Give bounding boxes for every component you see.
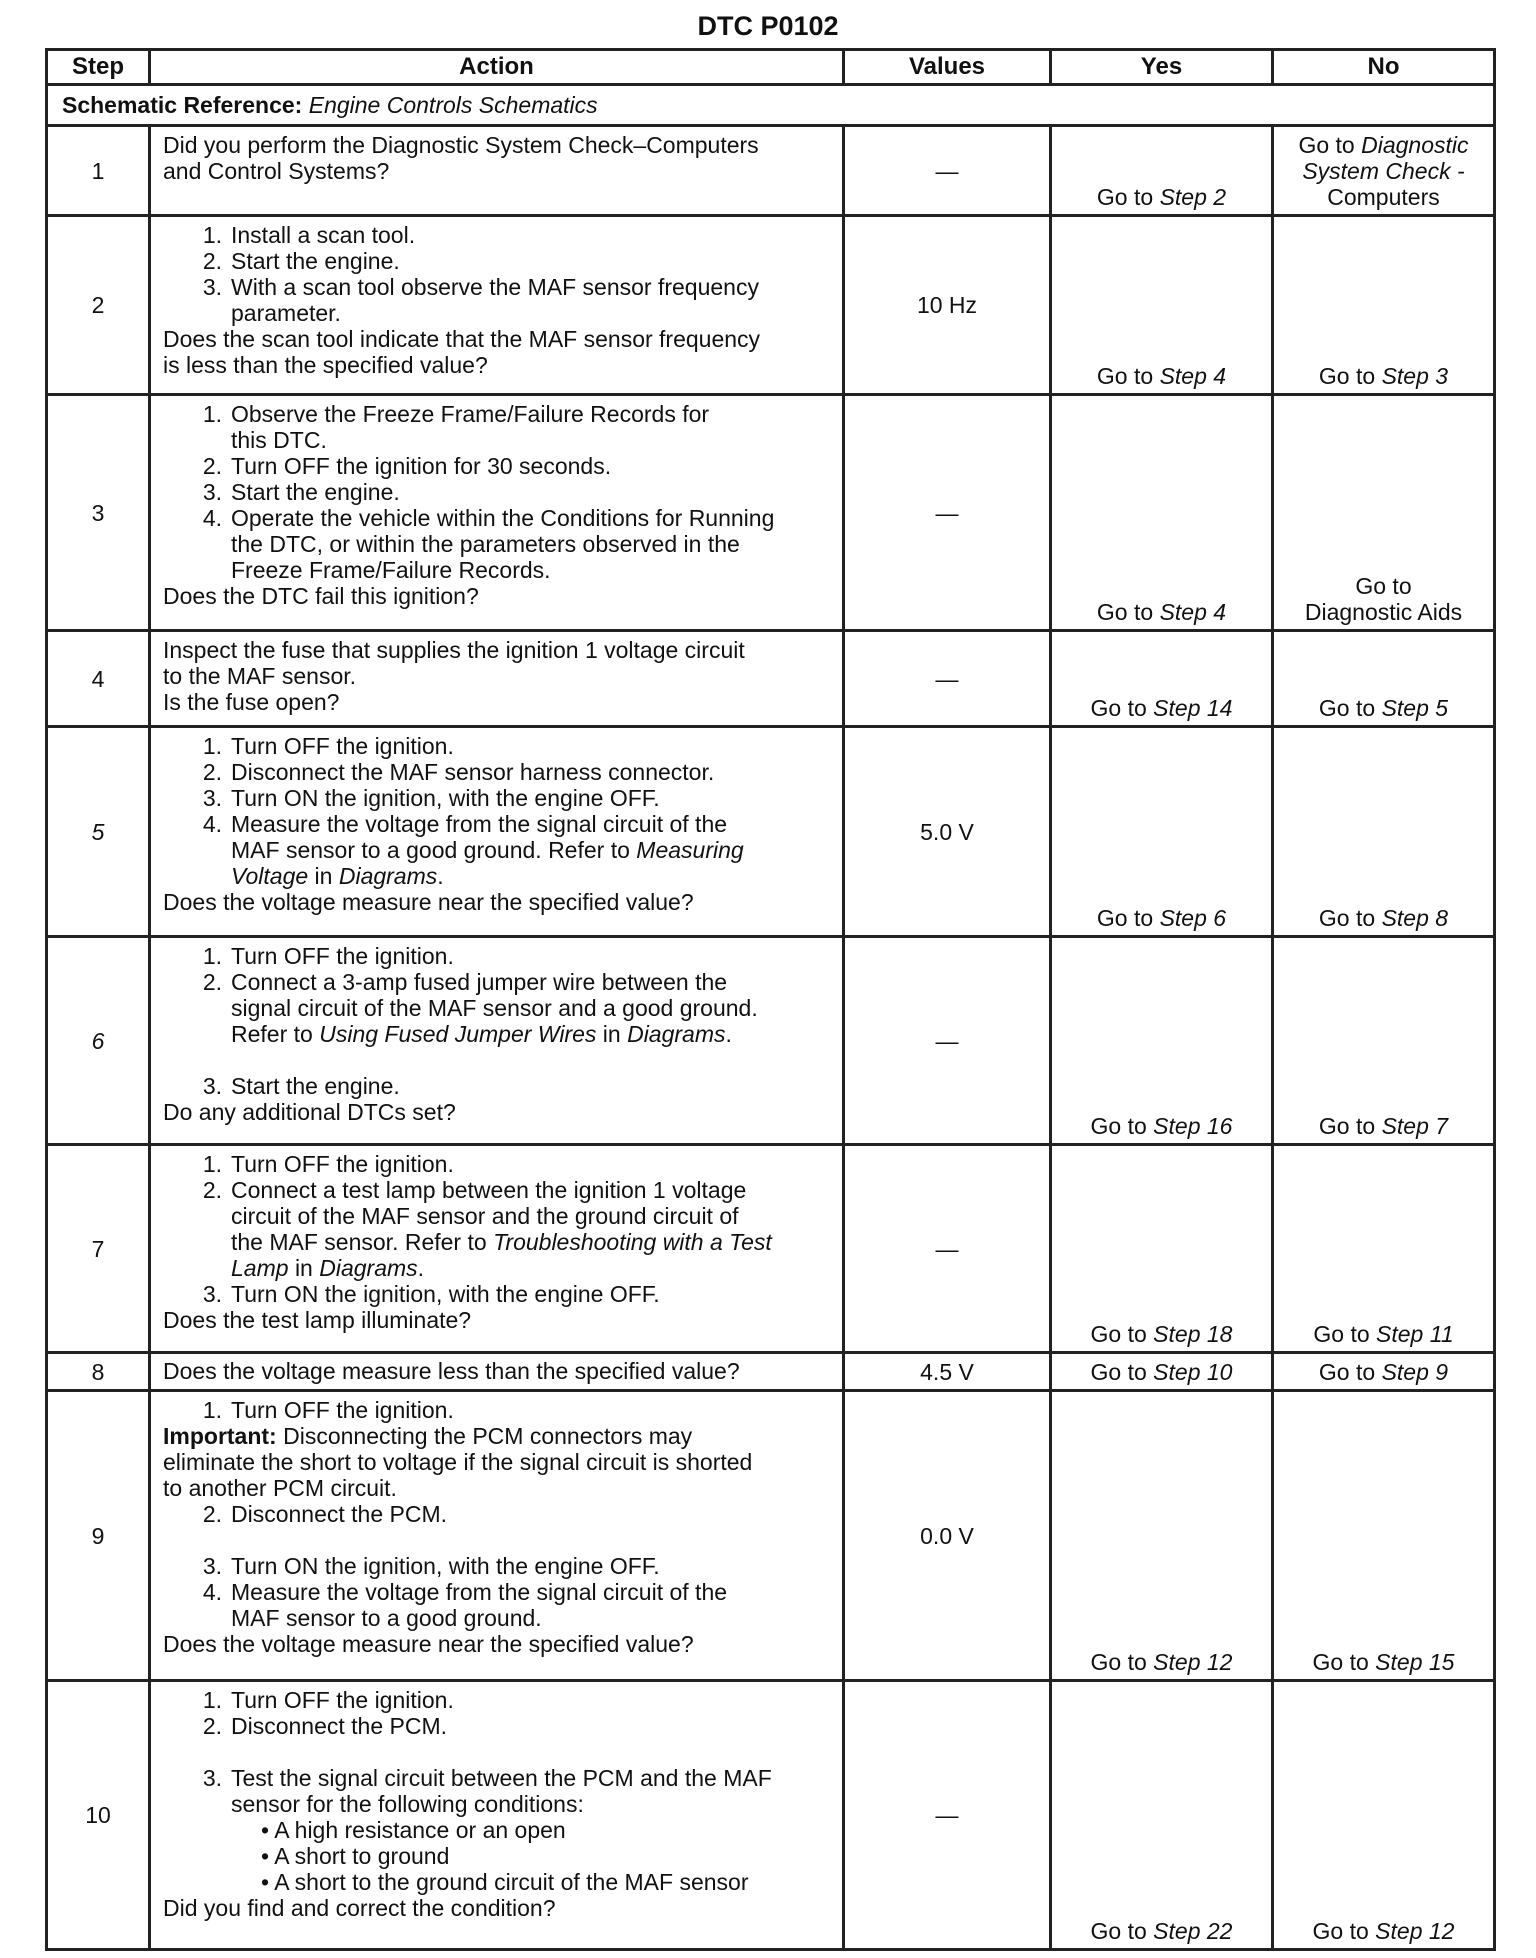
action-text: the DTC, or within the parameters observed in the bbox=[231, 531, 740, 557]
step-link[interactable]: Step 11 bbox=[1376, 1321, 1454, 1347]
step-link[interactable]: Step 12 bbox=[1375, 1918, 1455, 1944]
goto-text: Go to bbox=[1090, 1358, 1147, 1385]
step-link[interactable]: Step 2 bbox=[1159, 184, 1227, 210]
action-text: Start the engine. bbox=[231, 1073, 400, 1099]
value-cell: — bbox=[844, 1145, 1051, 1353]
goto-text: Go to bbox=[1090, 1321, 1147, 1347]
value-cell: 4.5 V bbox=[844, 1353, 1051, 1391]
action-text: in bbox=[294, 1255, 313, 1281]
action-text: Turn OFF the ignition. bbox=[231, 1687, 454, 1713]
column-header-values: Values bbox=[844, 50, 1051, 85]
action-cell: 1. Turn OFF the ignition. 2. Disconnect the PCM. 3. Test the signal circuit between the PCM and the MAF sensor for the following conditions: • A high resistance or an open • A short to ground • A short to the ground circuit of the MAF sensor Did you find and correct the condition? bbox=[150, 1681, 844, 1950]
action-text: Disconnect the PCM. bbox=[231, 1501, 448, 1527]
action-text: Measure the voltage from the signal circuit of the bbox=[231, 1579, 728, 1605]
goto-text: Go to bbox=[1318, 695, 1376, 721]
yes-cell bbox=[1051, 395, 1273, 631]
yes-cell bbox=[1051, 1353, 1273, 1391]
schematic-reference bbox=[47, 85, 1495, 126]
diagrams-link[interactable]: Diagrams bbox=[338, 863, 438, 889]
table-row bbox=[47, 1391, 1495, 1681]
step-number: 1 bbox=[47, 126, 150, 216]
action-text: Test the signal circuit between the PCM and the MAF bbox=[231, 1765, 772, 1791]
schematic-reference-link[interactable]: Engine Controls Schematics bbox=[308, 92, 598, 118]
action-text: Refer to bbox=[231, 1021, 313, 1047]
value-cell: — bbox=[844, 126, 1051, 216]
action-cell: 1. Observe the Freeze Frame/Failure Records for this DTC. 2. Turn OFF the ignition for 30 seconds. 3. Start the engine. 4. Operate the vehicle within the Conditions for Running the DTC, or within the parameters observed in the Freeze Frame/Failure Records. Does the DTC fail this ignition? bbox=[150, 395, 844, 631]
table-row bbox=[47, 1681, 1495, 1950]
action-text: parameter. bbox=[231, 300, 341, 326]
header-row bbox=[47, 50, 1495, 85]
action-text: Turn OFF the ignition for 30 seconds. bbox=[231, 453, 612, 479]
condition-bullet: A short to ground bbox=[274, 1843, 450, 1869]
column-header-step: Step bbox=[47, 50, 150, 85]
goto-text: Go to bbox=[1090, 1113, 1147, 1139]
table-row bbox=[47, 631, 1495, 727]
step-number: 2 bbox=[47, 216, 150, 395]
action-cell: 1. Turn OFF the ignition. Important: Disconnecting the PCM connectors may eliminate the short to voltage if the signal circuit is shorted to another PCM circuit. 2. Disconnect the PCM. 3. Turn ON the ignition, with the engine OFF. 4. Measure the voltage from the signal circuit of the MAF sensor to a good ground. Does the voltage measure near the specified value? bbox=[150, 1391, 844, 1681]
action-question: Is the fuse open? bbox=[163, 689, 340, 715]
step-number: 8 bbox=[47, 1353, 150, 1391]
no-cell bbox=[1273, 1391, 1495, 1681]
goto-text: Go to bbox=[1355, 573, 1412, 599]
action-question: Does the scan tool indicate that the MAF sensor frequency bbox=[163, 326, 761, 352]
step-number: 9 bbox=[47, 1391, 150, 1681]
action-text: in bbox=[314, 863, 333, 889]
diagrams-link[interactable]: Diagrams bbox=[627, 1021, 726, 1047]
column-header-action: Action bbox=[150, 50, 844, 85]
no-cell bbox=[1273, 395, 1495, 631]
goto-text: Go to bbox=[1090, 1918, 1147, 1944]
yes-cell bbox=[1051, 631, 1273, 727]
step-link[interactable]: Step 9 bbox=[1381, 1358, 1449, 1385]
goto-text: Go to bbox=[1096, 184, 1154, 210]
page-title: DTC P0102 bbox=[697, 11, 839, 41]
yes-cell bbox=[1051, 1681, 1273, 1950]
step-link[interactable]: Step 22 bbox=[1153, 1918, 1233, 1944]
no-cell bbox=[1273, 1145, 1495, 1353]
test-lamp-link[interactable]: Lamp bbox=[231, 1255, 289, 1281]
measuring-voltage-link[interactable]: Voltage bbox=[231, 863, 309, 889]
table-row bbox=[47, 937, 1495, 1145]
step-link[interactable]: Step 15 bbox=[1375, 1649, 1455, 1675]
step-number: 10 bbox=[47, 1681, 150, 1950]
step-link[interactable]: Step 4 bbox=[1159, 363, 1227, 389]
action-text: to the MAF sensor. bbox=[163, 663, 357, 689]
column-header-no: No bbox=[1273, 50, 1495, 85]
goto-text: Go to bbox=[1318, 905, 1376, 931]
action-cell: 1. Turn OFF the ignition. 2. Disconnect the MAF sensor harness connector. 3. Turn ON the ignition, with the engine OFF. 4. Measure the voltage from the signal circuit of the MAF sensor to a good ground. Refer to Measuring Voltage in Diagrams. Does the voltage measure near the specified value? bbox=[150, 727, 844, 937]
action-text: Operate the vehicle within the Conditions for Running bbox=[231, 505, 775, 531]
no-cell bbox=[1273, 216, 1495, 395]
step-link[interactable]: Step 14 bbox=[1153, 695, 1233, 721]
column-header-yes: Yes bbox=[1051, 50, 1273, 85]
action-cell bbox=[150, 631, 844, 727]
action-text: Turn OFF the ignition. bbox=[231, 1397, 454, 1423]
condition-bullet: A high resistance or an open bbox=[274, 1817, 566, 1843]
step-link[interactable]: Step 12 bbox=[1153, 1649, 1233, 1675]
goto-text: Go to bbox=[1312, 1649, 1369, 1675]
fused-jumper-wires-link[interactable]: Using Fused Jumper Wires bbox=[319, 1021, 597, 1047]
action-text: and Control Systems? bbox=[163, 158, 390, 184]
action-text: Did you perform the Diagnostic System Check–Computers bbox=[163, 132, 759, 158]
no-cell bbox=[1273, 727, 1495, 937]
important-note: Disconnecting the PCM connectors may bbox=[283, 1423, 693, 1449]
action-text: circuit of the MAF sensor and the ground circuit of bbox=[231, 1203, 739, 1229]
action-text: Start the engine. bbox=[231, 479, 400, 505]
action-question: Does the DTC fail this ignition? bbox=[163, 583, 479, 609]
action-question: Do any additional DTCs set? bbox=[163, 1099, 456, 1125]
action-text: With a scan tool observe the MAF sensor frequency bbox=[231, 274, 759, 300]
action-text: Disconnect the MAF sensor harness connector. bbox=[231, 759, 715, 785]
action-text: Start the engine. bbox=[231, 248, 400, 274]
action-text: Turn ON the ignition, with the engine OFF. bbox=[231, 785, 660, 811]
step-link[interactable]: Step 8 bbox=[1381, 905, 1449, 931]
yes-cell bbox=[1051, 1391, 1273, 1681]
action-cell: 1. Turn OFF the ignition. 2. Connect a 3-amp fused jumper wire between the signal circuit of the MAF sensor and a good ground. Refer to Using Fused Jumper Wires in Diagrams. 3. Start the engine. Do any additional DTCs set? bbox=[150, 937, 844, 1145]
action-text: in bbox=[602, 1021, 621, 1047]
action-text: Turn OFF the ignition. bbox=[231, 943, 454, 969]
action-cell: 1. Turn OFF the ignition. 2. Connect a test lamp between the ignition 1 voltage circuit of the MAF sensor and the ground circuit of the MAF sensor. Refer to Troubleshooting with a Test Lamp in Diagrams. 3. Turn ON the ignition, with the engine OFF. Does the test lamp illuminate? bbox=[150, 1145, 844, 1353]
table-row bbox=[47, 1353, 1495, 1391]
step-link[interactable]: Step 5 bbox=[1381, 695, 1449, 721]
goto-text: Computers bbox=[1327, 184, 1440, 210]
yes-cell bbox=[1051, 1145, 1273, 1353]
value-cell: — bbox=[844, 631, 1051, 727]
step-number: 4 bbox=[47, 631, 150, 727]
step-number: 3 bbox=[47, 395, 150, 631]
diagnostic-system-check-link[interactable]: Diagnostic bbox=[1361, 132, 1469, 158]
step-link[interactable]: Step 4 bbox=[1159, 599, 1227, 625]
goto-text: Go to bbox=[1318, 1358, 1376, 1385]
step-link[interactable]: Step 16 bbox=[1153, 1113, 1233, 1139]
diagnostic-table bbox=[45, 48, 1496, 1951]
action-text: MAF sensor to a good ground. bbox=[231, 1605, 542, 1631]
important-note: eliminate the short to voltage if the signal circuit is shorted bbox=[163, 1449, 753, 1475]
important-label: Important: bbox=[163, 1423, 277, 1449]
goto-text: Go to bbox=[1298, 132, 1355, 158]
yes-cell bbox=[1051, 216, 1273, 395]
step-number: 5 bbox=[47, 727, 150, 937]
step-link[interactable]: Step 10 bbox=[1153, 1358, 1233, 1385]
condition-bullet: A short to the ground circuit of the MAF sensor bbox=[274, 1869, 749, 1895]
diagrams-link[interactable]: Diagrams bbox=[319, 1255, 418, 1281]
step-number: 6 bbox=[47, 937, 150, 1145]
action-text: Observe the Freeze Frame/Failure Records for bbox=[231, 401, 710, 427]
value-cell: 5.0 V bbox=[844, 727, 1051, 937]
measuring-voltage-link[interactable]: Measuring bbox=[636, 837, 744, 863]
value-cell: 10 Hz bbox=[844, 216, 1051, 395]
goto-text: Go to bbox=[1096, 599, 1154, 625]
table-row bbox=[47, 1145, 1495, 1353]
step-number: 7 bbox=[47, 1145, 150, 1353]
goto-text: Go to bbox=[1318, 1113, 1376, 1139]
no-cell bbox=[1273, 126, 1495, 216]
action-cell bbox=[150, 1353, 844, 1391]
test-lamp-link[interactable]: Troubleshooting with a Test bbox=[493, 1229, 772, 1255]
step-link[interactable]: Step 18 bbox=[1153, 1321, 1233, 1347]
value-cell: 0.0 V bbox=[844, 1391, 1051, 1681]
step-link[interactable]: Step 3 bbox=[1381, 363, 1449, 389]
table-row bbox=[47, 216, 1495, 395]
table-row bbox=[47, 395, 1495, 631]
goto-text: Go to bbox=[1313, 1321, 1370, 1347]
action-text: Measure the voltage from the signal circuit of the bbox=[231, 811, 728, 837]
action-text: Connect a 3-amp fused jumper wire between the bbox=[231, 969, 728, 995]
step-link[interactable]: Step 7 bbox=[1381, 1113, 1449, 1139]
goto-text: Go to bbox=[1090, 695, 1147, 721]
diagnostic-aids-link[interactable]: Diagnostic Aids bbox=[1304, 599, 1463, 625]
goto-text: Go to bbox=[1318, 363, 1376, 389]
action-text: Disconnect the PCM. bbox=[231, 1713, 448, 1739]
action-text: Turn OFF the ignition. bbox=[231, 733, 454, 759]
action-question: Does the voltage measure near the specified value? bbox=[163, 1631, 694, 1657]
action-question: Did you find and correct the condition? bbox=[163, 1895, 556, 1921]
goto-text: Go to bbox=[1090, 1649, 1147, 1675]
goto-text: Go to bbox=[1312, 1918, 1369, 1944]
action-text: Turn ON the ignition, with the engine OFF. bbox=[231, 1553, 660, 1579]
yes-cell bbox=[1051, 727, 1273, 937]
no-cell bbox=[1273, 1681, 1495, 1950]
no-cell bbox=[1273, 1353, 1495, 1391]
schematic-reference-row bbox=[47, 85, 1495, 126]
action-text: Inspect the fuse that supplies the ignition 1 voltage circuit bbox=[163, 637, 745, 663]
schematic-reference-label: Schematic Reference: bbox=[62, 92, 303, 118]
value-cell: — bbox=[844, 937, 1051, 1145]
yes-cell bbox=[1051, 937, 1273, 1145]
step-link[interactable]: Step 6 bbox=[1159, 905, 1227, 931]
action-cell bbox=[150, 126, 844, 216]
no-cell bbox=[1273, 937, 1495, 1145]
diagnostic-system-check-link[interactable]: System Check - bbox=[1302, 158, 1465, 184]
action-text: Connect a test lamp between the ignition 1 voltage bbox=[231, 1177, 747, 1203]
action-text: Turn OFF the ignition. bbox=[231, 1151, 454, 1177]
action-text: Freeze Frame/Failure Records. bbox=[231, 557, 551, 583]
yes-cell bbox=[1051, 126, 1273, 216]
action-text: this DTC. bbox=[231, 427, 327, 453]
action-text: Install a scan tool. bbox=[231, 222, 416, 248]
important-note: to another PCM circuit. bbox=[163, 1475, 397, 1501]
action-text: the MAF sensor. Refer to bbox=[231, 1229, 487, 1255]
action-text: MAF sensor to a good ground. Refer to bbox=[231, 837, 630, 863]
action-cell: 1. Install a scan tool. 2. Start the engine. 3. With a scan tool observe the MAF sensor frequency parameter. Does the scan tool indicate that the MAF sensor frequency is less than the specified value? bbox=[150, 216, 844, 395]
action-text: signal circuit of the MAF sensor and a good ground. bbox=[231, 995, 758, 1021]
no-cell bbox=[1273, 631, 1495, 727]
table-row bbox=[47, 126, 1495, 216]
value-cell: — bbox=[844, 395, 1051, 631]
action-text: Turn ON the ignition, with the engine OFF. bbox=[231, 1281, 660, 1307]
action-question: Does the test lamp illuminate? bbox=[163, 1307, 472, 1333]
action-text: sensor for the following conditions: bbox=[231, 1791, 584, 1817]
action-question: is less than the specified value? bbox=[163, 352, 488, 378]
goto-text: Go to bbox=[1096, 363, 1154, 389]
value-cell: — bbox=[844, 1681, 1051, 1950]
action-question: Does the voltage measure less than the specified value? bbox=[163, 1358, 740, 1384]
goto-text: Go to bbox=[1096, 905, 1154, 931]
table-row bbox=[47, 727, 1495, 937]
action-question: Does the voltage measure near the specified value? bbox=[163, 889, 694, 915]
